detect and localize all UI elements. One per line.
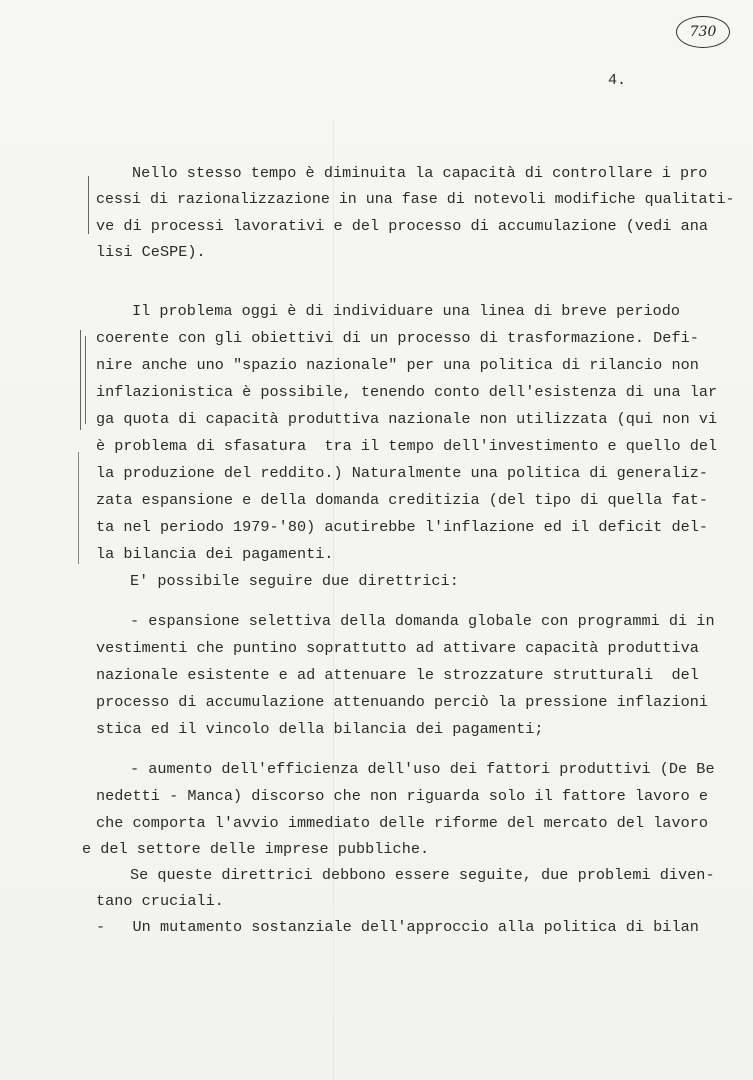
page-number: 4.: [608, 72, 627, 89]
text-line: processo di accumulazione attenuando perciò la pressione inflazioni: [96, 693, 708, 711]
text-line: ga quota di capacità produttiva nazionale non utilizzata (qui non vi: [96, 410, 718, 428]
text-line: Se queste direttrici debbono essere seguite, due problemi diven-: [130, 866, 715, 884]
text-line: nire anche uno "spazio nazionale" per una politica di rilancio non: [96, 356, 699, 374]
text-line: nedetti - Manca) discorso che non riguarda solo il fattore lavoro e: [96, 787, 708, 805]
text-line: è problema di sfasatura tra il tempo dell'investimento e quello del: [96, 437, 718, 455]
margin-bracket-3: [85, 336, 86, 424]
text-line: ve di processi lavorativi e del processo di accumulazione (vedi ana: [96, 217, 708, 235]
text-line: e del settore delle imprese pubbliche.: [82, 840, 430, 858]
stamp-number: 730: [689, 24, 717, 40]
text-line: lisi CeSPE).: [96, 243, 206, 261]
text-line: la bilancia dei pagamenti.: [96, 545, 334, 563]
text-line: ta nel periodo 1979-'80) acutirebbe l'inflazione ed il deficit del-: [96, 518, 708, 536]
text-line: cessi di razionalizzazione in una fase di notevoli modifiche qualitati-: [96, 190, 735, 208]
text-line: nazionale esistente e ad attenuare le strozzature strutturali del: [96, 666, 699, 684]
text-line: E' possibile seguire due direttrici:: [130, 572, 459, 590]
margin-bracket-4: [78, 452, 79, 564]
text-line: - espansione selettiva della domanda globale con programmi di in: [130, 612, 715, 630]
page-fold: [333, 120, 334, 1080]
text-line: Il problema oggi è di individuare una linea di breve periodo: [132, 302, 681, 320]
text-line: coerente con gli obiettivi di un processo di trasformazione. Defi-: [96, 329, 699, 347]
page-stamp: [676, 16, 730, 48]
text-line: che comporta l'avvio immediato delle riforme del mercato del lavoro: [96, 814, 708, 832]
text-line: la produzione del reddito.) Naturalmente una politica di generaliz-: [96, 464, 708, 482]
text-line: - Un mutamento sostanziale dell'approccio alla politica di bilan: [96, 918, 699, 936]
margin-bracket-1: [88, 176, 89, 234]
text-line: tano cruciali.: [96, 892, 224, 910]
text-line: Nello stesso tempo è diminuita la capacità di controllare i pro: [132, 164, 708, 182]
text-line: vestimenti che puntino soprattutto ad attivare capacità produttiva: [96, 639, 699, 657]
text-line: stica ed il vincolo della bilancia dei pagamenti;: [96, 720, 544, 738]
text-line: inflazionistica è possibile, tenendo conto dell'esistenza di una lar: [96, 383, 718, 401]
text-line: - aumento dell'efficienza dell'uso dei fattori produttivi (De Be: [130, 760, 715, 778]
margin-bracket-2: [80, 330, 81, 430]
text-line: zata espansione e della domanda creditizia (del tipo di quella fat-: [96, 491, 708, 509]
